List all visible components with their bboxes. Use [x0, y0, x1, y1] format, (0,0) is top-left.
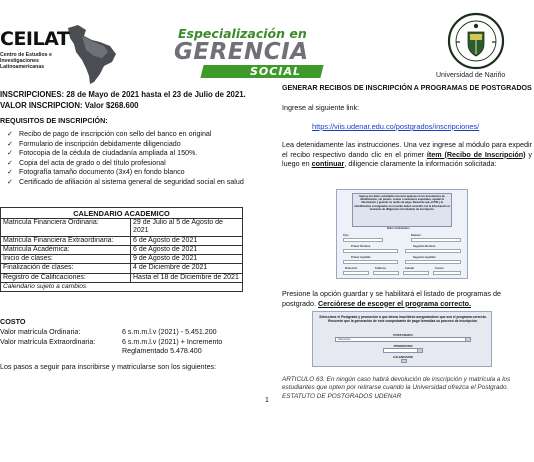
list-item: ✓ Certificado de afiliación al sistema general de seguridad social en salud [7, 177, 244, 186]
requisitos-list [7, 130, 257, 187]
cerciorese-text: Cerciórese de escoger el programa correcto. [317, 298, 471, 308]
check-icon: ✓ [7, 131, 13, 138]
ceilat-logo [0, 22, 118, 80]
check-icon: ✓ [7, 150, 13, 157]
table-row: Matricula Financiera Extraordinaria: 6 de Agosto de 2021 [1, 236, 243, 245]
program-line1: Especialización en [178, 26, 307, 41]
right-section-title: GENERAR RECIBOS DE INSCRIPCIÓN A PROGRAMAS DE POSTGRADOS [282, 84, 532, 92]
form-section-label: Datos Solicitados [387, 227, 410, 230]
chevron-down-icon [417, 349, 422, 352]
list-item: ✓ Fotocopia de la cédula de ciudadanía ampliada al 150%. [7, 149, 198, 157]
continuar-text: continuar [311, 159, 345, 169]
program-line3: SOCIAL [250, 65, 301, 78]
table-row: Registro de Calificaciones: Hasta el 18 de Diciembre de 2021 [1, 273, 243, 282]
table-row: Inicio de clases: 9 de Agosto de 2021 [1, 255, 243, 264]
table-row: Finalización de clases: 4 de Diciembre de 2021 [1, 264, 243, 273]
table-row: Matricula Financiera Ordinaria: 29 de Julio al 5 de Agosto de 2021 [1, 219, 243, 237]
list-item: ✓ Recibo de pago de inscripción con sello del banco en original [7, 130, 212, 138]
calendar-note: Calendario sujeto a cambios [1, 283, 243, 292]
program-line2: GERENCIA [174, 39, 309, 65]
form-field [343, 271, 369, 275]
table-row [1, 283, 243, 292]
latin-america-map-icon [64, 22, 122, 86]
valor-inscripcion-text: VALOR INSCRIPCION: Valor $268.600 [0, 100, 139, 110]
form-field [343, 260, 398, 264]
form-instructions-banner: Ingrese los datos solicitados tal como aparece en los documentos de identificación, sin puntos, comas o caracteres especiales, ayudar la información y generar su recibo de pago. Recuerde que el PIN y la identificación consignados en el recibo deben coincidir con la información al momento de diligenciar el formulario de inscripción. [352, 193, 452, 227]
page-number: 1 [265, 397, 269, 404]
ceilat-subtitle: Centro de Estudios e Investigaciones Latinoamericanas [0, 52, 52, 71]
cost-row-extraordinaria: Valor matrícula Extraordinaria: 6 s.m.m.l.v (2021) + Incremento Reglamentado 5.478.400 [0, 338, 223, 355]
list-item: ✓ Fotografía tamaño documento (3x4) en fondo blanco [7, 168, 185, 176]
form-field [403, 271, 429, 275]
list-item: ✓ Formulario de inscripción debidamente diligenciado [7, 139, 181, 148]
postgrado-select: Seleccione [335, 337, 471, 342]
form-field [405, 249, 461, 253]
instructions-paragraph: Lea detenidamente las instrucciones. Una vez ingrese al módulo para expedir el recibo respectivo dando clic en el primer ítem (Recibo de Inscripción) y luego en continuar, diligencie claramente la información solicitada: [282, 140, 532, 169]
calendario-label: CALENDARIO [393, 355, 413, 359]
check-icon: ✓ [7, 140, 13, 148]
university-name: Universidad de Nariño [436, 72, 506, 79]
articulo-63-text: ARTICULO 63. En ningún caso habrá devolución de inscripción y matrícula a los estudiantes que opten por retirarse cuando la Universidad ofrezca el Postgrado. ESTATUTO DE POSTGRADOS UDENAR [282, 376, 511, 400]
form-field [343, 238, 383, 242]
ceilat-name: CEILAT [0, 28, 70, 50]
inscripciones-link[interactable]: https://viis.udenar.edu.co/postgrados/inscripciones/ [312, 122, 480, 131]
calendar-table [0, 207, 243, 292]
inscripciones-text: INSCRIPCIONES: 28 de Mayo de 2021 hasta el 23 de Julio de 2021. [0, 90, 246, 99]
calendario-toggle [401, 359, 407, 363]
university-seal-icon [446, 12, 506, 70]
ingrese-text: Ingrese al siguiente link: [282, 103, 360, 112]
table-row: Matricula Académica: 6 de Agosto de 2021 [1, 245, 243, 254]
registration-dates [0, 90, 262, 111]
check-icon: ✓ [7, 159, 13, 167]
postgrado-label: POSTGRADO [393, 333, 413, 337]
steps-intro: Los pasos a seguir para inscribirse y matricularse son los siguientes: [0, 363, 217, 371]
program-logo [174, 26, 324, 78]
form-field [373, 271, 399, 275]
form-screenshot-postgrado [312, 311, 492, 367]
promocion-select [383, 348, 423, 353]
form-field [433, 271, 461, 275]
list-item: ✓ Copia del acta de grado o del título profesional [7, 158, 166, 167]
chevron-down-icon [465, 338, 470, 341]
form-field [405, 260, 461, 264]
guardar-paragraph: Presione la opción guardar y se habilitará el listado de programas de postgrado. Cerciórese de escoger el programa correcto. [282, 289, 501, 308]
promocion-label: PROMOCION [393, 344, 413, 348]
postgrado-instructions: Seleccione el Postgrado y promoción a que desea inscribirse asegurándose que sea el programa correcto. Recuerde que la generación de este comprobante de pago formaliza su proceso de inscripción. [319, 315, 487, 324]
form-field [343, 249, 398, 253]
item-recibo-text: ítem (Recibo de Inscripción) [426, 149, 526, 159]
check-icon: ✓ [7, 169, 13, 176]
costo-title: COSTO [0, 317, 26, 326]
check-icon: ✓ [7, 178, 13, 186]
form-field [411, 238, 461, 242]
calendar-title: CALENDARIO ACADEMICO [1, 208, 243, 219]
cost-row-ordinaria: Valor matrícula Ordinaria: 6 s.m.m.l.v (2021) - 5.451.200 [0, 328, 217, 336]
requisitos-title: REQUISITOS DE INSCRIPCIÓN: [0, 116, 108, 125]
form-screenshot-datos: Ingrese los datos solicitados tal como aparece en los documentos de identificación, sin puntos, comas o caracteres especiales, ayudar la información y generar su recibo de pago. Recuerde que el PIN y la identificación consignados en el recibo deben coincidir con la información al momento de diligenciar el formulario de inscripción. Datos Solicitados Tipo Número Primer Nombre Segundo Nombre Primer Apellido Segundo Apellido Dirección Teléfono Celular Correo [336, 189, 468, 279]
